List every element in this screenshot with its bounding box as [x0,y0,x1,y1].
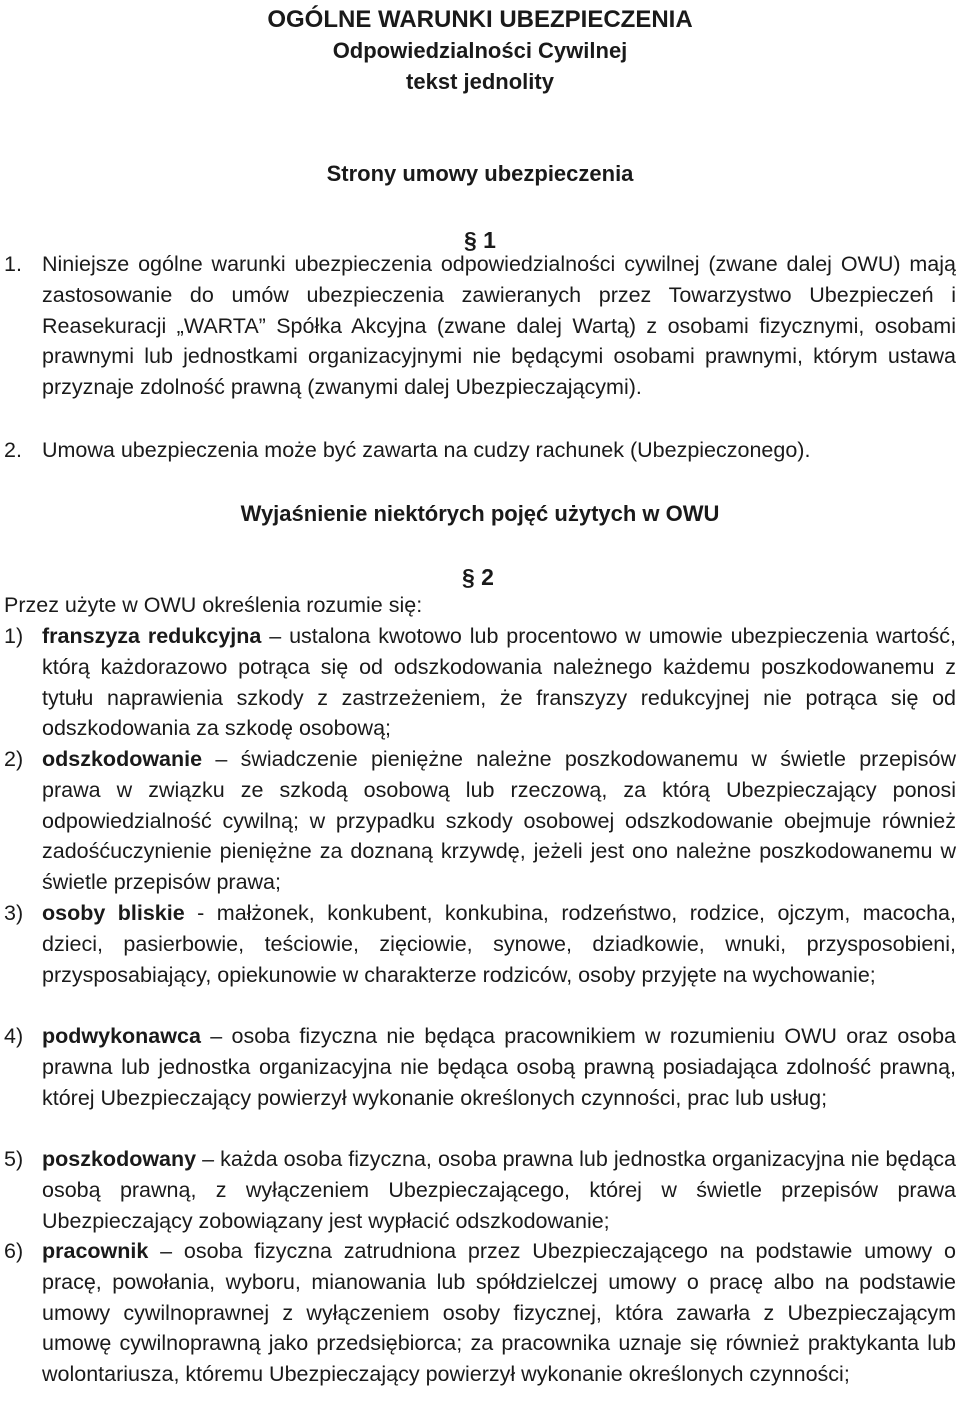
definition-term: osoby bliskie [42,901,185,925]
definition-item [4,898,956,990]
section-heading: Wyjaśnienie niektórych pojęć użytych w OWU [240,501,720,526]
document-subtitle: Odpowiedzialności Cywilnej [332,38,628,63]
definition-text: – osoba fizyczna zatrudniona przez Ubezpieczającego na podstawie umowy o pracę, powołania, wyboru, mianowania lub spółdzielczej umowy o pracę albo na podstawie umowy cywilnoprawnej z wyłączeniem osoby fizycznej, która zawarła z Ubezpieczającym umowę cywilnoprawną jako przedsiębiorca; za pracownika uznaje się również praktykanta lub wolontariusza, któremu Ubezpieczający powierzył wykonanie określonych czynności; [42,1239,956,1387]
definition-text: – świadczenie pieniężne należne poszkodowanemu w świetle przepisów prawa w związku ze szkodą osobową lub rzeczową, za którą Ubezpieczający ponosi odpowiedzialność cywilną; w przypadku szkody osobowej odszkodowanie obejmuje również zadośćuczynienie pieniężne za doznaną krzywdę, jeżeli jest ono należne poszkodowanemu w świetle przepisów prawa; [42,747,956,895]
section-heading: Strony umowy ubezpieczenia [326,161,634,186]
list-item [4,435,956,466]
definition-text: – osoba fizyczna nie będąca pracownikiem w rozumieniu OWU oraz osoba prawna lub jednostka organizacyjna nie będąca osobą prawną posiadająca zdolność prawną, której Ubezpieczający powierzył wykonanie określonych czynności, prac lub usług; [42,1024,956,1110]
definition-term: podwykonawca [42,1024,201,1048]
definition-term: pracownik [42,1239,149,1263]
item-number: 3) [4,901,24,925]
definition-item [4,621,956,744]
definition-item [4,1236,956,1390]
definition-body [42,1021,956,1113]
document-title: OGÓLNE WARUNKI UBEZPIECZENIA [267,6,693,33]
definition-term: poszkodowany [42,1147,197,1171]
paragraph-mark: § 2 [462,564,494,590]
item-number: 2. [4,438,22,462]
item-number: 5) [4,1147,24,1171]
definitions-intro: Przez użyte w OWU określenia rozumie się: [4,593,423,617]
paragraph-mark: § 1 [464,227,496,253]
document-edition: tekst jednolity [406,69,554,94]
definition-body [42,1144,956,1236]
definition-item [4,744,956,898]
definition-body [42,621,956,744]
item-number: 1) [4,624,24,648]
definition-term: odszkodowanie [42,747,203,771]
list-item [4,249,956,403]
definition-text: - małżonek, konkubent, konkubina, rodzeństwo, rodzice, ojczym, macocha, dzieci, pasierbowie, teściowie, zięciowie, synowe, dziadkowie, wnuki, przysposobieni, przysposabiający, opiekunowie w charakterze rodziców, osoby przyjęte na wychowanie; [42,901,956,987]
item-number: 6) [4,1239,24,1263]
item-text: Umowa ubezpieczenia może być zawarta na cudzy rachunek (Ubezpieczonego). [42,438,811,462]
definition-body [42,744,956,898]
item-text: Niniejsze ogólne warunki ubezpieczenia odpowiedzialności cywilnej (zwane dalej OWU) mają zastosowanie do umów ubezpieczenia zawieranych przez Towarzystwo Ubezpieczeń i Reasekuracji „WARTA” Spółka Akcyjna (zwane dalej Wartą) z osobami fizycznymi, osobami prawnymi lub jednostkami organizacyjnymi nie będącymi osobami prawnymi, którym ustawa przyznaje zdolność prawną (zwanymi dalej Ubezpieczającymi). [42,252,956,400]
definition-text: – każda osoba fizyczna, osoba prawna lub jednostka organizacyjna nie będąca osobą prawną, z wyłączeniem Ubezpieczającego, której w świetle przepisów prawa Ubezpieczający zobowiązany jest wypłacić odszkodowanie; [42,1147,956,1233]
definition-text: – ustalona kwotowo lub procentowo w umowie ubezpieczenia wartość, którą każdorazowo potrąca się od odszkodowania należnego każdemu poszkodowanemu z tytułu naprawienia szkody z zastrzeżeniem, że franszyzy redukcyjnej nie potrąca się od odszkodowania za szkodę osobową; [42,624,956,741]
item-number: 1. [4,252,22,276]
item-number: 2) [4,747,24,771]
definition-body [42,1236,956,1390]
definition-term: franszyza redukcyjna [42,624,262,648]
definition-body [42,898,956,990]
item-number: 4) [4,1024,24,1048]
definition-item [4,1021,956,1113]
definition-item [4,1144,956,1236]
